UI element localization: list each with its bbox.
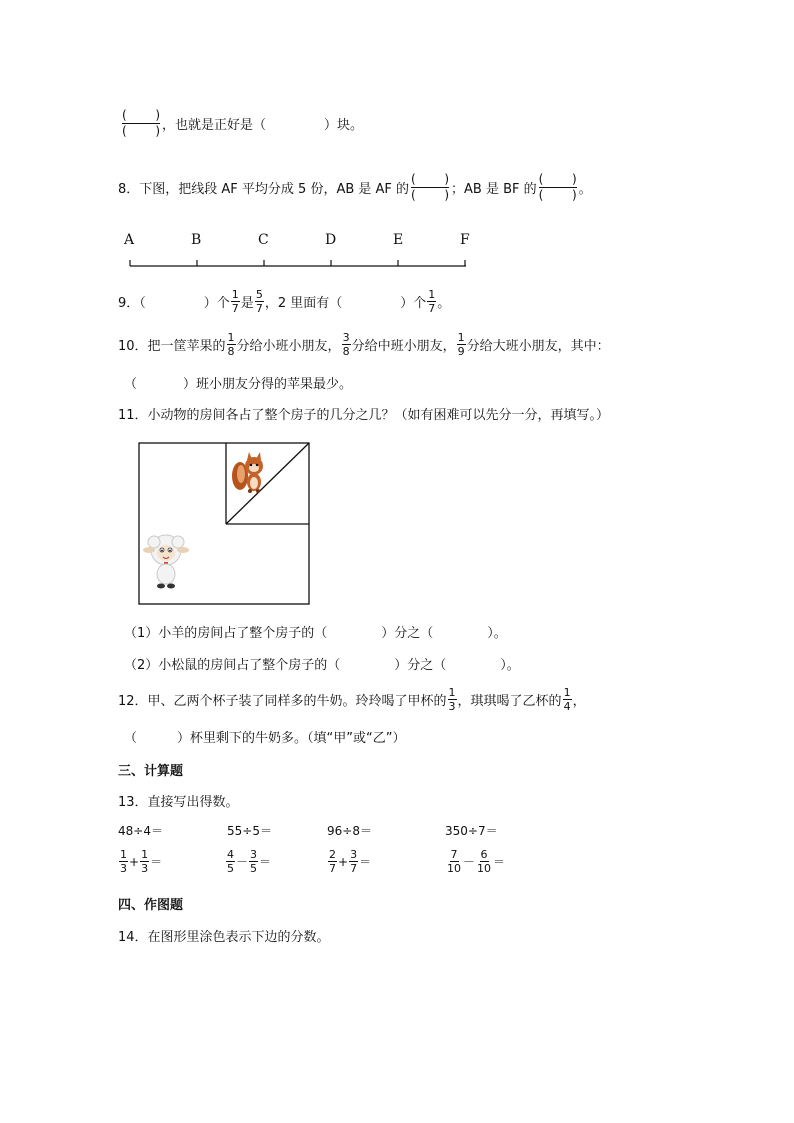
fraction: $\frac{1}{4}$ xyxy=(563,686,571,713)
q11-sub1: （1）小羊的房间占了整个房子的（ ）分之（ ）。 xyxy=(124,626,507,641)
point-label: B xyxy=(191,232,202,248)
section-title: 三、计算题 xyxy=(118,764,184,779)
q11-sub2: （2）小松鼠的房间占了整个房子的（ ）分之（ ）。 xyxy=(124,658,520,673)
fraction: $\frac{1}{8}$ xyxy=(227,331,235,358)
calc-item: $\frac{7}{10}$ － $\frac{6}{10}$ ＝ xyxy=(447,848,506,875)
q12-line: 12．甲、乙两个杯子装了同样多的牛奶。玲玲喝了甲杯的 $\frac{1}{3}$ ，琪琪喝了乙杯的 $\frac{1}{4}$ ， xyxy=(118,686,586,713)
fraction: $\frac{1}{9}$ xyxy=(457,331,465,358)
fraction: $\frac{1}{3}$ xyxy=(141,848,149,875)
calc-item: 350÷7＝ xyxy=(445,824,498,838)
fraction: $\frac{3}{7}$ xyxy=(350,848,358,875)
q8-mid: ；AB 是 BF 的 xyxy=(451,182,537,197)
answer-fraction-blank[interactable]: ( ) ( ) xyxy=(122,108,160,138)
point-label: C xyxy=(258,232,269,248)
house-diagram xyxy=(138,442,311,606)
fraction: $\frac{1}{7}$ xyxy=(231,288,239,315)
calc-item: 96÷8＝ xyxy=(327,824,372,838)
squirrel-icon xyxy=(232,452,263,493)
fraction: $\frac{1}{3}$ xyxy=(120,848,127,875)
q9-line: 9．（ ）个 $\frac{1}{7}$ 是 $\frac{5}{7}$ ，2 里面有（ ）个 $\frac{1}{7}$ 。 xyxy=(118,288,451,315)
point-label: E xyxy=(393,232,404,248)
calc-item: 48÷4＝ xyxy=(118,824,163,838)
fraction: $\frac{1}{7}$ xyxy=(428,288,436,315)
q11-title: 11．小动物的房间各占了整个房子的几分之几？（如有困难可以先分一分，再填写。） xyxy=(118,408,610,423)
calc-item: 55÷5＝ xyxy=(227,824,272,838)
calc-item: $\frac{1}{3}$ + $\frac{1}{3}$ ＝ xyxy=(120,848,163,875)
point-label: A xyxy=(124,232,135,248)
calc-item: $\frac{2}{7}$ + $\frac{3}{7}$ ＝ xyxy=(329,848,372,875)
fraction: $\frac{7}{10}$ xyxy=(447,848,461,875)
sheep-icon xyxy=(143,535,189,589)
fraction: $\frac{3}{8}$ xyxy=(342,331,350,358)
q14-title: 14．在图形里涂色表示下边的分数。 xyxy=(118,930,330,945)
q12-line2: （ ）杯里剩下的牛奶多。（填“甲”或“乙”） xyxy=(124,731,406,746)
section-title: 四、作图题 xyxy=(118,898,184,913)
q7-text-b: ）块。 xyxy=(324,118,364,133)
q7-tail-line xyxy=(120,108,363,139)
q7-text-a: ，也就是正好是（ xyxy=(162,118,267,133)
fraction: $\frac{2}{7}$ xyxy=(329,848,336,875)
point-label: F xyxy=(460,232,470,248)
fraction: $\frac{5}{7}$ xyxy=(255,288,263,315)
calc-item: $\frac{4}{5}$ － $\frac{3}{5}$ ＝ xyxy=(227,848,272,875)
answer-fraction-blank[interactable]: ( ) ( ) xyxy=(538,172,577,202)
q10-line: 10．把一筐苹果的 $\frac{1}{8}$ 分给小班小朋友， $\frac{3}{8}$ 分给中班小朋友， $\frac{1}{9}$ 分给大班小朋友，其中： xyxy=(118,331,610,358)
answer-fraction-blank[interactable]: ( ) ( ) xyxy=(411,172,450,202)
fraction: $\frac{6}{10}$ xyxy=(477,848,492,875)
fraction: $\frac{3}{5}$ xyxy=(250,848,258,875)
point-label: D xyxy=(325,232,337,248)
q13-title: 13．直接写出得数。 xyxy=(118,795,239,810)
fraction: $\frac{4}{5}$ xyxy=(227,848,234,875)
q8-suffix: 。 xyxy=(578,182,592,197)
q8-line xyxy=(118,172,592,203)
fraction: $\frac{1}{3}$ xyxy=(448,686,456,713)
q10-line2: （ ）班小朋友分得的苹果最少。 xyxy=(124,377,353,392)
segment-line xyxy=(126,258,470,272)
q8-prefix: 8．下图，把线段 AF 平均分成 5 份，AB 是 AF 的 xyxy=(118,182,410,197)
